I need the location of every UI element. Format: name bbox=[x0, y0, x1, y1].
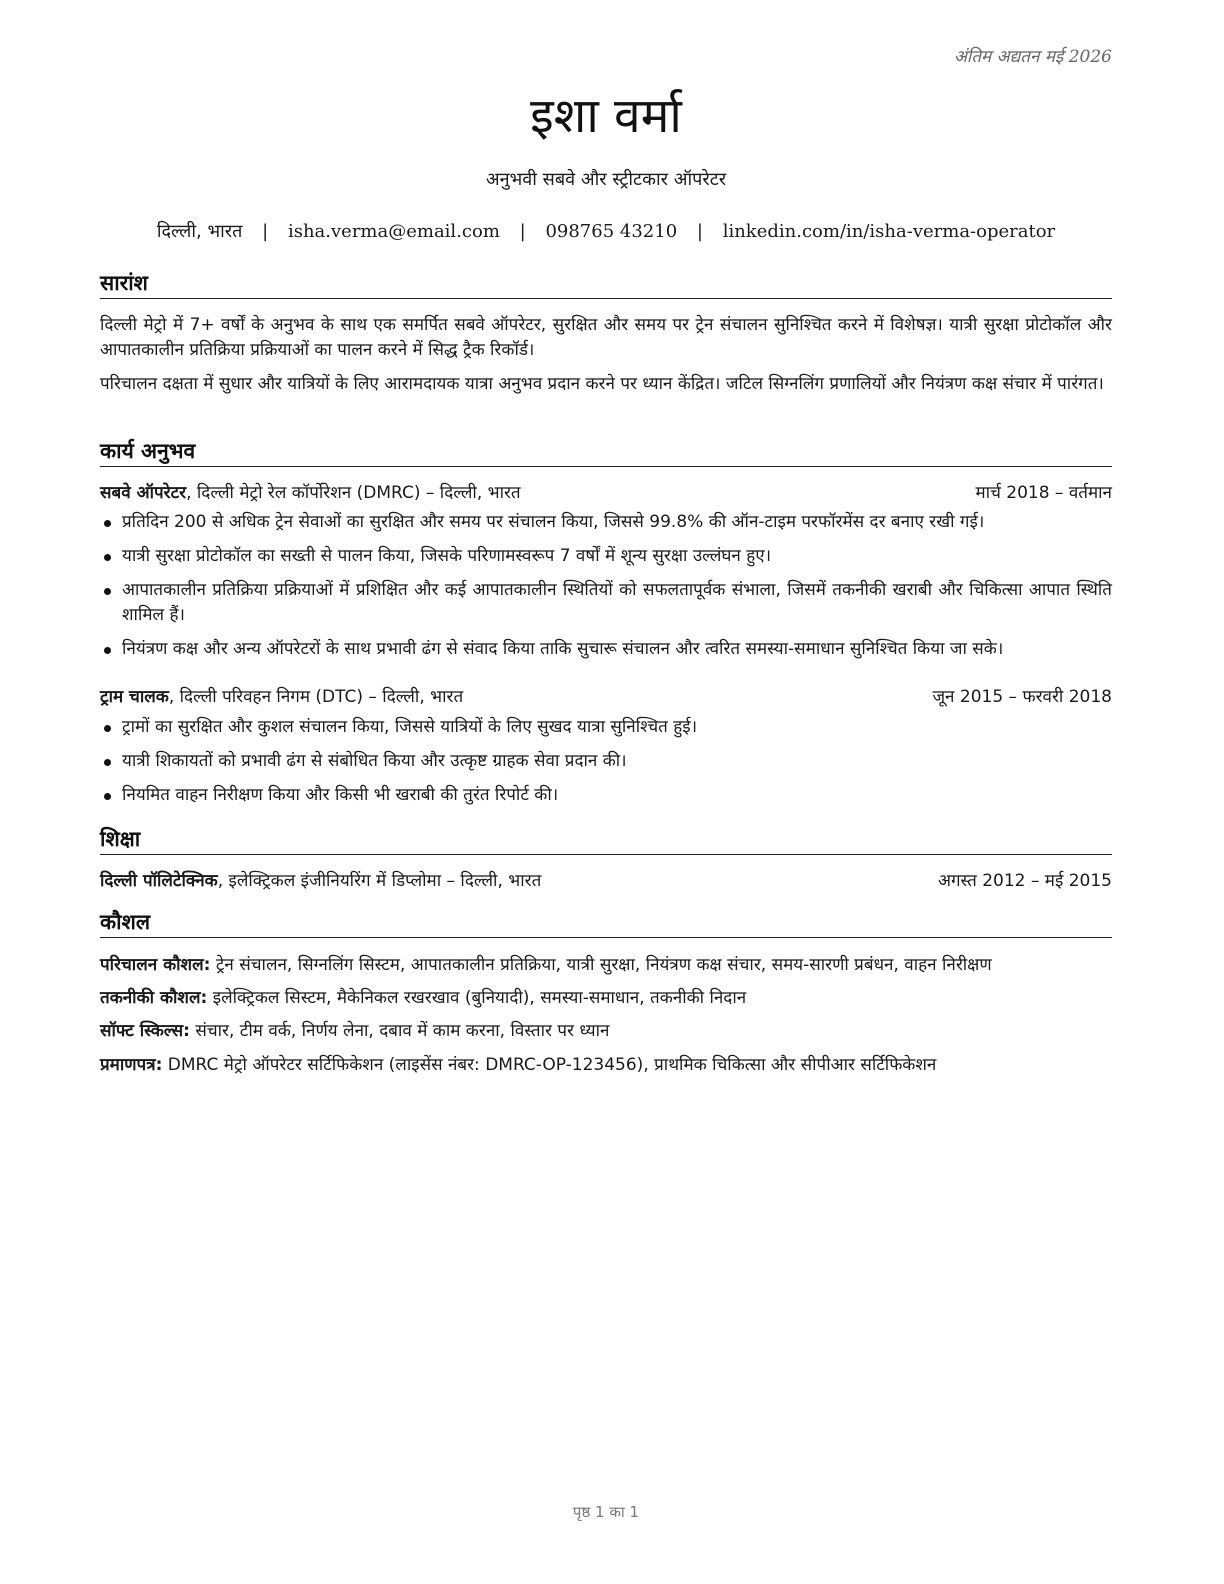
job-bullet: नियमित वाहन निरीक्षण किया और किसी भी खराबी की तुरंत रिपोर्ट की। bbox=[100, 783, 1112, 808]
skill-row bbox=[100, 1019, 1112, 1043]
job-bullets bbox=[100, 715, 1112, 817]
skill-label: परिचालन कौशल: bbox=[100, 955, 211, 975]
skill-label: प्रमाणपत्र: bbox=[100, 1055, 163, 1075]
job-bullet: यात्री सुरक्षा प्रोटोकॉल का सख्ती से पालन किया, जिसके परिणामस्वरूप 7 वर्षों में शून्य सुरक्षा उल्लंघन हुए। bbox=[100, 544, 1112, 569]
resume-page bbox=[100, 0, 1112, 1584]
job-org: , दिल्ली मेट्रो रेल कॉर्पोरेशन (DMRC) – दिल्ली, भारत bbox=[186, 483, 521, 503]
job-role: ट्राम चालक bbox=[100, 687, 169, 707]
skill-label: तकनीकी कौशल: bbox=[100, 988, 208, 1008]
contact-email[interactable]: isha.verma@email.com bbox=[287, 221, 500, 242]
job-dates: मार्च 2018 – वर्तमान bbox=[975, 483, 1112, 503]
skill-row bbox=[100, 1053, 1112, 1077]
job-bullet: नियंत्रण कक्ष और अन्य ऑपरेटरों के साथ प्रभावी ढंग से संवाद किया ताकि सुचारू संचालन और त्वरित समस्या-समाधान सुनिश्चित किया जा सके। bbox=[100, 637, 1112, 662]
education-detail: , इलेक्ट्रिकल इंजीनियरिंग में डिप्लोमा – दिल्ली, भारत bbox=[217, 871, 542, 891]
section-title-education: शिक्षा bbox=[100, 826, 1112, 855]
job-bullet: आपातकालीन प्रतिक्रिया प्रक्रियाओं में प्रशिक्षित और कई आपातकालीन स्थितियों को सफलतापूर्वक संभाला, जिसमें तकनीकी खराबी और चिकित्सा आपात स्थिति शामिल हैं। bbox=[100, 578, 1112, 628]
contact-linkedin[interactable]: linkedin.com/in/isha-verma-operator bbox=[722, 221, 1056, 242]
summary-paragraph-1: दिल्ली मेट्रो में 7+ वर्षों के अनुभव के साथ एक समर्पित सबवे ऑपरेटर, सुरक्षित और समय पर ट्रेन संचालन सुनिश्चित करने में विशेषज्ञ। यात्री सुरक्षा प्रोटोकॉल और आपातकालीन प्रतिक्रिया प्रक्रियाओं का पालन करने में सिद्ध ट्रैक रिकॉर्ड। bbox=[100, 315, 1112, 360]
skill-value: ट्रेन संचालन, सिग्नलिंग सिस्टम, आपातकालीन प्रतिक्रिया, यात्री सुरक्षा, नियंत्रण कक्ष संचार, समय-सारणी प्रबंधन, वाहन निरीक्षण bbox=[210, 955, 992, 975]
contact-phone: 098765 43210 bbox=[545, 221, 678, 242]
education-entry bbox=[100, 870, 1112, 892]
job-org: , दिल्ली परिवहन निगम (DTC) – दिल्ली, भारत bbox=[168, 687, 464, 707]
contact-line bbox=[100, 219, 1112, 243]
job-role: सबवे ऑपरेटर bbox=[100, 483, 187, 503]
job-bullet: यात्री शिकायतों को प्रभावी ढंग से संबोधित किया और उत्कृष्ट ग्राहक सेवा प्रदान की। bbox=[100, 749, 1112, 774]
education-school: दिल्ली पॉलिटेक्निक bbox=[100, 871, 218, 891]
page-number: पृष्ठ 1 का 1 bbox=[572, 1503, 640, 1521]
skill-label: सॉफ्ट स्किल्स: bbox=[100, 1021, 190, 1041]
last-updated: अंतिम अद्यतन मई 2026 bbox=[953, 47, 1112, 67]
section-title-skills: कौशल bbox=[100, 909, 1112, 938]
summary-paragraph-2: परिचालन दक्षता में सुधार और यात्रियों के लिए आरामदायक यात्रा अनुभव प्रदान करने पर ध्यान केंद्रित। जटिल सिग्नलिंग प्रणालियों और नियंत्रण कक्ष संचार में पारंगत। bbox=[100, 374, 1104, 394]
skill-row bbox=[100, 986, 1112, 1010]
candidate-name: इशा वर्मा bbox=[530, 88, 682, 144]
skill-value: इलेक्ट्रिकल सिस्टम, मैकेनिकल रखरखाव (बुनियादी), समस्या-समाधान, तकनीकी निदान bbox=[207, 988, 747, 1008]
job-dates: जून 2015 – फरवरी 2018 bbox=[932, 687, 1112, 707]
contact-separator: | bbox=[262, 221, 269, 242]
section-title-summary: सारांश bbox=[100, 270, 1112, 299]
job-bullet: प्रतिदिन 200 से अधिक ट्रेन सेवाओं का सुरक्षित और समय पर संचालन किया, जिससे 99.8% की ऑन-टाइम परफॉरमेंस दर बनाए रखी गई। bbox=[100, 510, 1112, 535]
contact-location: दिल्ली, भारत bbox=[156, 221, 243, 242]
skill-row bbox=[100, 953, 1112, 977]
job-header bbox=[100, 686, 1112, 708]
contact-separator: | bbox=[696, 221, 703, 242]
skill-value: संचार, टीम वर्क, निर्णय लेना, दबाव में काम करना, विस्तार पर ध्यान bbox=[189, 1021, 610, 1041]
contact-separator: | bbox=[519, 221, 526, 242]
job-header bbox=[100, 482, 1112, 504]
skill-value: DMRC मेट्रो ऑपरेटर सर्टिफिकेशन (लाइसेंस नंबर: DMRC-OP-123456), प्राथमिक चिकित्सा और सीपीआर सर्टिफिकेशन bbox=[162, 1055, 937, 1075]
education-dates: अगस्त 2012 – मई 2015 bbox=[937, 871, 1112, 891]
job-bullet: ट्रामों का सुरक्षित और कुशल संचालन किया, जिससे यात्रियों के लिए सुखद यात्रा सुनिश्चित हुई। bbox=[100, 715, 1112, 740]
section-title-experience: कार्य अनुभव bbox=[100, 438, 1112, 467]
candidate-subtitle: अनुभवी सबवे और स्ट्रीटकार ऑपरेटर bbox=[485, 169, 727, 190]
job-bullets bbox=[100, 510, 1112, 671]
